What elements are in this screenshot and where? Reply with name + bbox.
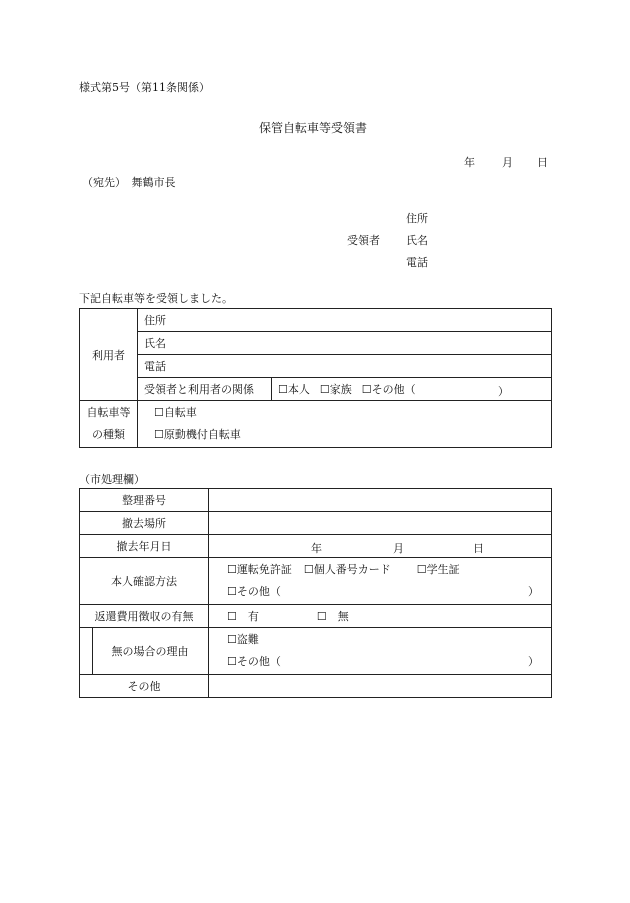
relation-label: 受領者と利用者の関係 bbox=[138, 378, 272, 401]
id-mynumber-checkbox[interactable]: ☐個人番号カード bbox=[303, 563, 391, 576]
no-reason-label: 無の場合の理由 bbox=[80, 628, 209, 675]
addressee: （宛先） 舞鶴市長 bbox=[82, 176, 176, 189]
reason-other-row bbox=[227, 651, 551, 673]
removal-date-day: 日 bbox=[473, 542, 484, 555]
user-name-label: 氏名 bbox=[144, 337, 166, 350]
id-method-label: 本人確認方法 bbox=[80, 558, 209, 605]
removal-date-year: 年 bbox=[311, 542, 322, 555]
fee-no-checkbox[interactable]: ☐ 無 bbox=[316, 610, 349, 623]
user-name-field[interactable] bbox=[138, 332, 552, 355]
reason-other-close: ） bbox=[528, 655, 539, 668]
id-method-options bbox=[209, 558, 552, 605]
id-method-row-1 bbox=[227, 559, 551, 581]
date-year: 年 bbox=[464, 156, 475, 169]
user-label: 利用者 bbox=[80, 309, 138, 401]
receiver-address-label: 住所 bbox=[406, 212, 428, 225]
relation-family-checkbox[interactable]: ☐家族 bbox=[319, 383, 352, 396]
fee-yes-checkbox[interactable]: ☐ 有 bbox=[227, 610, 259, 623]
city-table bbox=[79, 488, 552, 698]
date-day: 日 bbox=[537, 156, 548, 169]
removal-place-label: 撤去場所 bbox=[80, 512, 209, 535]
relation-self-checkbox[interactable]: ☐本人 bbox=[278, 383, 310, 396]
removal-place-field[interactable] bbox=[209, 512, 552, 535]
other-label: その他 bbox=[80, 675, 209, 698]
receiver-name-label: 氏名 bbox=[406, 234, 428, 247]
vehicle-moped-checkbox[interactable]: ☐原動機付自転車 bbox=[154, 428, 241, 441]
indent-line bbox=[92, 628, 93, 675]
reason-theft-checkbox[interactable]: ☐盗難 bbox=[227, 633, 259, 646]
date-month: 月 bbox=[502, 156, 513, 169]
relation-options bbox=[272, 378, 552, 401]
vehicle-type-options bbox=[138, 401, 552, 448]
id-method-row-2 bbox=[227, 581, 551, 603]
id-other-close: ） bbox=[528, 585, 539, 598]
other-field[interactable] bbox=[209, 675, 552, 698]
id-license-checkbox[interactable]: ☐運転免許証 bbox=[227, 563, 292, 576]
user-address-label: 住所 bbox=[144, 314, 166, 327]
document-title: 保管自転車等受領書 bbox=[259, 121, 368, 135]
removal-date-month: 月 bbox=[393, 542, 404, 555]
city-section-label: （市処理欄） bbox=[79, 473, 145, 486]
relation-other-checkbox[interactable]: ☐その他（ bbox=[361, 383, 416, 396]
removal-date-field[interactable] bbox=[209, 535, 552, 558]
reason-other-checkbox[interactable]: ☐その他（ bbox=[227, 655, 281, 668]
receiver-phone-label: 電話 bbox=[406, 256, 428, 269]
id-other-checkbox[interactable]: ☐その他（ bbox=[227, 585, 281, 598]
fee-options bbox=[209, 605, 552, 628]
fee-label: 返還費用徴収の有無 bbox=[80, 605, 209, 628]
relation-other-close: ） bbox=[498, 385, 509, 398]
serial-label: 整理番号 bbox=[80, 489, 209, 512]
user-address-field[interactable] bbox=[138, 309, 552, 332]
id-student-checkbox[interactable]: ☐学生証 bbox=[416, 563, 460, 576]
intro-text: 下記自転車等を受領しました。 bbox=[79, 292, 233, 305]
user-phone-label: 電話 bbox=[144, 360, 166, 373]
no-reason-options bbox=[209, 628, 552, 675]
vehicle-type-label: 自転車等 の種類 bbox=[80, 401, 138, 448]
vehicle-bicycle-checkbox[interactable]: ☐自転車 bbox=[154, 406, 197, 419]
form-number: 様式第5号（第11条関係） bbox=[79, 81, 210, 94]
user-phone-field[interactable] bbox=[138, 355, 552, 378]
serial-field[interactable] bbox=[209, 489, 552, 512]
receiver-role-label: 受領者 bbox=[347, 234, 380, 247]
removal-date-label: 撤去年月日 bbox=[80, 535, 209, 558]
user-table bbox=[79, 308, 552, 448]
